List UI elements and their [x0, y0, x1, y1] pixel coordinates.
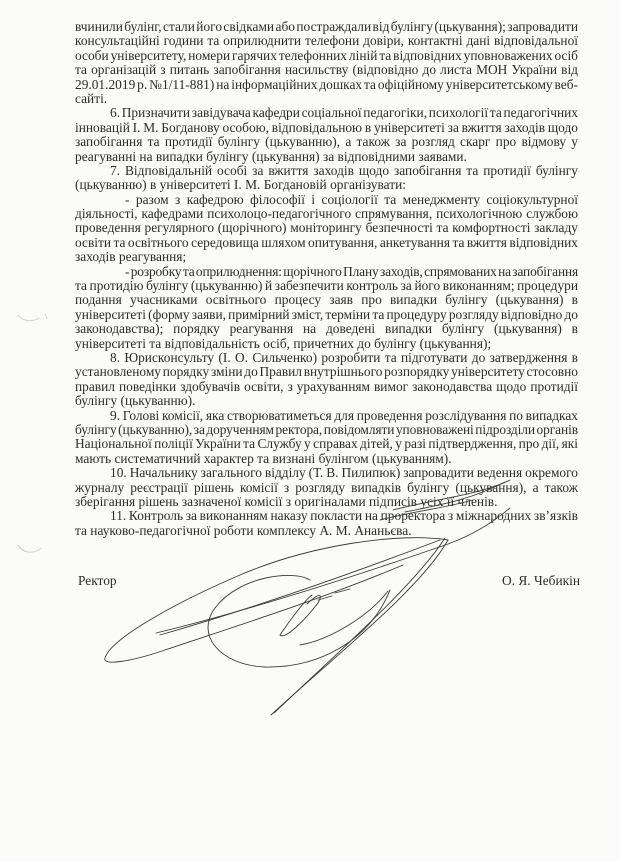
text-line: законодавства); порядку реагування на доведені випадки булінгу (цькування) в: [75, 322, 578, 337]
signer-name: О. Я. Чебикін: [502, 573, 581, 588]
text-line: булінгу (цькуванню).: [75, 394, 196, 409]
text-line: особи університету, номери гарячих телефонних ліній та відповідних уповноважених осіб: [75, 48, 578, 63]
scan-mark: [15, 540, 45, 560]
text-line: Національної поліції України та Службу у справах дітей, у разі підтвердження, про дії, які: [75, 437, 578, 452]
position-title: Ректор: [78, 573, 117, 588]
text-line: булінгу (цькуванню), за дорученням ректора, повідомляти уповноважені підрозділи органів: [75, 422, 578, 437]
text-line: (цькуванню) в університеті І. М. Богдановій організувати:: [75, 178, 406, 193]
paragraph-7: [75, 164, 578, 193]
text-line: та організацій з питань запобігання насильству (відповідно до листа МОН України від: [75, 63, 578, 78]
order-body-text: [75, 20, 578, 538]
text-line: установленому порядку зміни до Правил внутрішнього розпорядку університету стосовно: [75, 365, 578, 380]
text-line: подання учасниками освітнього процесу заяв про випадки булінгу (цькування) в: [75, 293, 578, 308]
paragraph-11: [75, 509, 578, 538]
text-line: мають систематичний характер та визнані булінгом (цькуванням).: [75, 451, 452, 466]
paragraph-5-continued: [75, 20, 578, 106]
text-line: освіти та освітнього середовища шляхом опитування, анкетування та вжиття відповідних: [75, 235, 578, 250]
paragraph-9: [75, 409, 578, 467]
text-line: реагуванні на випадки булінгу (цькування) за відповідними заявами.: [75, 149, 467, 164]
text-line: вчинили булінг, стали його свідками або постраждали від булінгу (цькування); запровадити: [75, 20, 578, 34]
text-line: - розробку та оприлюднення: щорічного Плану заходів, спрямованих на запобігання: [125, 264, 578, 279]
text-line: 7. Відповідальній особі за вжиття заходів щодо запобігання та протидії булінгу: [110, 163, 578, 178]
text-line: запобігання та протидії булінгу (цькуванню), а також за розгляд скарг про відмову у: [75, 135, 578, 150]
text-line: 10. Начальнику загального відділу (Т. В. Пилипюк) запровадити ведення окремого: [110, 466, 578, 481]
paragraph-7-item-2: [75, 265, 578, 351]
text-line: зберігання рішень зазначеної комісії з оригіналами підписів усіх її членів.: [75, 494, 498, 509]
text-line: 9. Голові комісії, яка створюватиметься для проведення розслідування по випадках: [110, 408, 578, 423]
paragraph-6: [75, 106, 578, 164]
text-line: правил поведінки здобувачів освіти, з урахуванням вимог законодавства щодо протидії: [75, 379, 578, 394]
text-line: та протидію булінгу (цькуванню) й забезпечити контроль за його виконанням; процедури: [75, 279, 578, 294]
text-line: 11. Контроль за виконанням наказу покласти на проректора з міжнародних зв’язків: [110, 509, 578, 524]
signature-block: [0, 572, 620, 590]
text-line: - разом з кафедрою філософії і соціології та менеджменту соціокультурної: [125, 192, 578, 207]
paragraph-7-item-1: [75, 193, 578, 265]
scan-mark: [15, 310, 55, 330]
paragraph-8: [75, 351, 578, 409]
text-line: журналу реєстрації рішень комісії з розгляду випадків булінгу (цькування), а також: [75, 480, 578, 495]
text-line: та науково-педагогічної роботи комплексу А. М. Ананьєва.: [75, 523, 412, 538]
text-line: 8. Юрисконсульту (І. О. Сильченко) розробити та підготувати до затвердження в: [110, 350, 578, 365]
text-line: консультаційні години та оприлюднити телефони довіри, контактні дані відповідальної: [75, 34, 578, 49]
text-line: 6. Призначити завідувача кафедри соціальної педагогіки, психології та педагогічних: [110, 106, 578, 121]
text-line: проведення регулярного (щорічного) моніторингу безпечності та комфортності закладу: [75, 221, 578, 236]
text-line: сайті.: [75, 91, 108, 106]
text-line: університеті та відповідальність осіб, причетних до булінгу (цькування);: [75, 336, 492, 351]
text-line: університеті (форму заяви, примірний зміст, терміни та процедуру розгляду відповідно до: [75, 307, 578, 322]
text-line: діяльності, кафедрами психолоцо-педагогічного спрямування, психологічною службою: [75, 207, 578, 222]
paragraph-10: [75, 466, 578, 509]
text-line: інновацій І. М. Богданову особою, відповідальною в університеті за вжиття заходів щодо: [75, 120, 578, 135]
text-line: 29.01.2019 р. №1/11-881) на інформаційних дошках та офіційному університетському веб-: [75, 77, 578, 92]
text-line: заходів реагування;: [75, 250, 187, 265]
